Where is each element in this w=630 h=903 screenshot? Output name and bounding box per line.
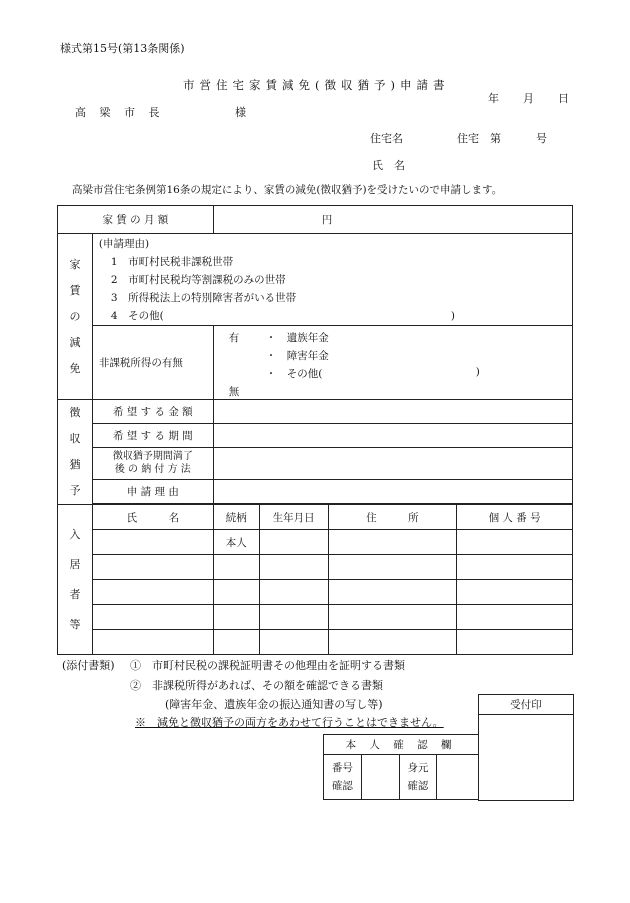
attachments-label: (添付書類) xyxy=(62,659,115,672)
housing-number-suffix: 号 xyxy=(536,132,547,145)
date-day: 日 xyxy=(558,92,569,105)
note-text: ※ 減免と徴収猶予の両方をあわせて行うことはできません。 xyxy=(135,716,444,729)
desired-period-field[interactable] xyxy=(213,423,572,447)
attachment-2-note: (障害年金、遺族年金の振込通知書の写し等) xyxy=(165,698,383,711)
col-name: 氏 名 xyxy=(92,505,213,530)
housing-number-label: 住宅 第 xyxy=(457,132,501,145)
form-number: 様式第15号(第13条関係) xyxy=(60,42,185,55)
reason-1[interactable]: 1 市町村民税非課税世帯 xyxy=(110,255,234,268)
addressee-name: 高 梁 市 長 xyxy=(75,106,165,119)
col-birthdate: 生年月日 xyxy=(259,505,328,530)
date-month: 月 xyxy=(523,92,534,105)
deferral-section-label: 徴 収 猶 予 xyxy=(58,400,93,505)
rent-label: 家 賃 の 月 額 xyxy=(58,206,214,234)
resident-row xyxy=(58,630,573,655)
deferral-reason-field[interactable] xyxy=(213,480,572,504)
desired-amount-label: 希 望 す る 金 額 xyxy=(92,400,213,424)
relation-self: 本人 xyxy=(213,530,259,555)
reason-4[interactable]: 4 その他( ) xyxy=(110,309,455,322)
reason-header: (申請理由) xyxy=(98,237,150,250)
payment-method-label: 徴収猶予期間満了 後 の 納 付 方 法 xyxy=(92,447,213,479)
identity-check-label: 身元 確認 xyxy=(399,755,437,800)
disability-pension[interactable]: ・ 障害年金 xyxy=(265,349,329,362)
attachment-1: ① 市町村民税の課税証明書その他理由を証明する書類 xyxy=(130,659,405,672)
nontax-income-options: 有 ・ 遺族年金 ・ 障害年金 ・ その他( ) 無 xyxy=(213,326,572,400)
applicant-name-label: 氏 名 xyxy=(372,159,405,172)
date-year: 年 xyxy=(488,92,499,105)
nontax-no[interactable]: 無 xyxy=(228,385,240,398)
identity-confirmation-box xyxy=(323,734,479,800)
addressee-honorific: 様 xyxy=(235,106,246,119)
yen-unit: 円 xyxy=(321,214,333,226)
col-personal-number: 個 人 番 号 xyxy=(457,505,573,530)
other-income[interactable]: ・ その他( xyxy=(265,367,323,380)
resident-row xyxy=(58,605,573,630)
residents-section-label: 入 居 者 等 xyxy=(58,505,93,655)
desired-amount-field[interactable] xyxy=(213,400,572,424)
intro-text: 高梁市営住宅条例第16条の規定により、家賃の減免(徴収猶予)を受けたいので申請します。 xyxy=(72,184,503,196)
reason-2[interactable]: 2 市町村民税均等割課税のみの世帯 xyxy=(110,273,286,286)
page-title: 市営住宅家賃減免(徴収猶予)申請書 xyxy=(183,78,450,92)
resident-row xyxy=(58,555,573,580)
number-check-label: 番号 確認 xyxy=(324,755,362,800)
resident-row xyxy=(58,530,573,555)
receipt-stamp-box xyxy=(478,694,574,801)
reduction-section-label: 家 賃 の 減 免 xyxy=(58,234,93,400)
payment-method-field[interactable] xyxy=(213,447,572,479)
attachment-2: ② 非課税所得があれば、その額を確認できる書類 xyxy=(130,679,383,692)
nontax-income-label: 非課税所得の有無 xyxy=(92,326,213,400)
col-relation: 続柄 xyxy=(213,505,259,530)
number-check-field[interactable] xyxy=(361,755,399,800)
nontax-yes[interactable]: 有 xyxy=(228,331,240,344)
resident-row xyxy=(58,580,573,605)
receipt-label: 受付印 xyxy=(479,695,574,715)
deferral-reason-label: 申 請 理 由 xyxy=(92,480,213,504)
survivor-pension[interactable]: ・ 遺族年金 xyxy=(265,331,329,344)
application-reasons xyxy=(92,234,572,326)
identity-check-field[interactable] xyxy=(437,755,479,800)
desired-period-label: 希 望 す る 期 間 xyxy=(92,423,213,447)
rent-value[interactable] xyxy=(213,206,572,234)
identity-label: 本 人 確 認 欄 xyxy=(324,735,479,755)
housing-name-label: 住宅名 xyxy=(370,132,403,145)
application-table xyxy=(57,205,573,655)
receipt-stamp-area[interactable] xyxy=(479,715,574,801)
col-address: 住 所 xyxy=(328,505,457,530)
reason-3[interactable]: 3 所得税法上の特別障害者がいる世帯 xyxy=(110,291,297,304)
